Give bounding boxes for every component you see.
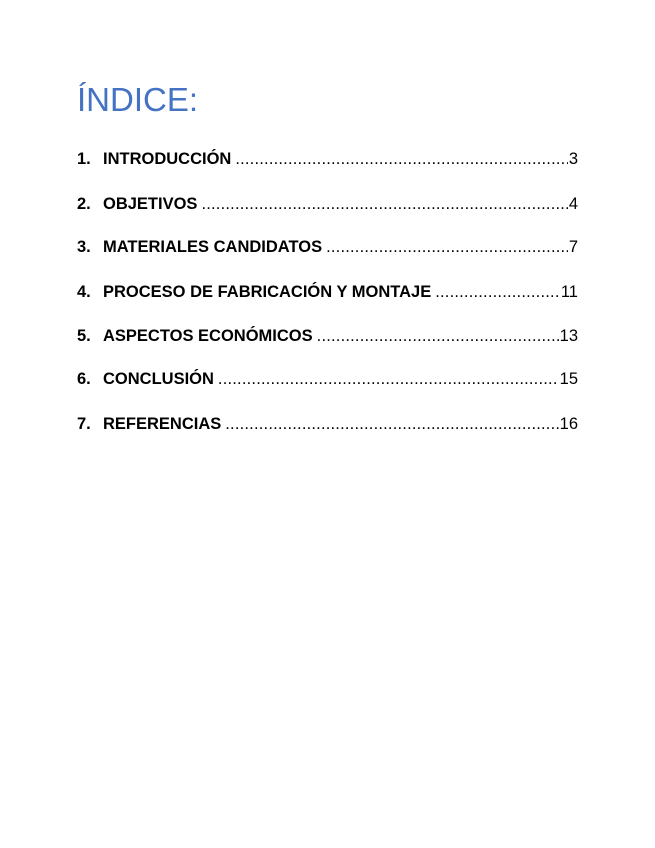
toc-entry-aspectos-economicos[interactable] (77, 325, 578, 347)
toc-entry-page-number: 3 (568, 150, 578, 168)
toc-dot-leader (201, 193, 567, 215)
toc-entry-page-number: 11 (560, 283, 578, 301)
toc-entry-page-number: 7 (568, 238, 578, 256)
toc-entry-label: CONCLUSIÓN (103, 370, 214, 388)
toc-entry-proceso-fabricacion-montaje[interactable] (77, 281, 578, 303)
toc-entry-number: 6. (77, 370, 91, 388)
toc-entry-label: INTRODUCCIÓN (103, 150, 232, 168)
toc-entry-label: PROCESO DE FABRICACIÓN Y MONTAJE (103, 283, 432, 301)
toc-entry-page-number: 16 (559, 415, 578, 433)
toc-entry-conclusion[interactable] (77, 368, 578, 390)
toc-title: ÍNDICE: (77, 81, 199, 118)
toc-entry-number: 4. (77, 283, 91, 301)
toc-entry-page-number: 4 (568, 195, 578, 213)
table-of-contents (77, 148, 578, 435)
toc-dot-leader (218, 368, 559, 390)
toc-entry-page-number: 13 (559, 327, 578, 345)
toc-dot-leader (317, 325, 559, 347)
toc-entry-number: 2. (77, 195, 91, 213)
toc-dot-leader (225, 413, 558, 435)
toc-entry-number: 3. (77, 238, 91, 256)
toc-entry-objetivos[interactable] (77, 193, 578, 215)
toc-entry-label: MATERIALES CANDIDATOS (103, 238, 323, 256)
toc-entry-introduccion[interactable] (77, 148, 578, 170)
toc-entry-number: 7. (77, 415, 91, 433)
toc-entry-label: ASPECTOS ECONÓMICOS (103, 327, 313, 345)
toc-entry-referencias[interactable] (77, 413, 578, 435)
toc-dot-leader (235, 148, 567, 170)
toc-dot-leader (435, 281, 560, 303)
toc-entry-number: 5. (77, 327, 91, 345)
toc-entry-number: 1. (77, 150, 91, 168)
toc-entry-materiales-candidatos[interactable] (77, 236, 578, 258)
toc-entry-label: OBJETIVOS (103, 195, 198, 213)
toc-entry-page-number: 15 (559, 370, 578, 388)
toc-entry-label: REFERENCIAS (103, 415, 222, 433)
toc-dot-leader (326, 236, 568, 258)
